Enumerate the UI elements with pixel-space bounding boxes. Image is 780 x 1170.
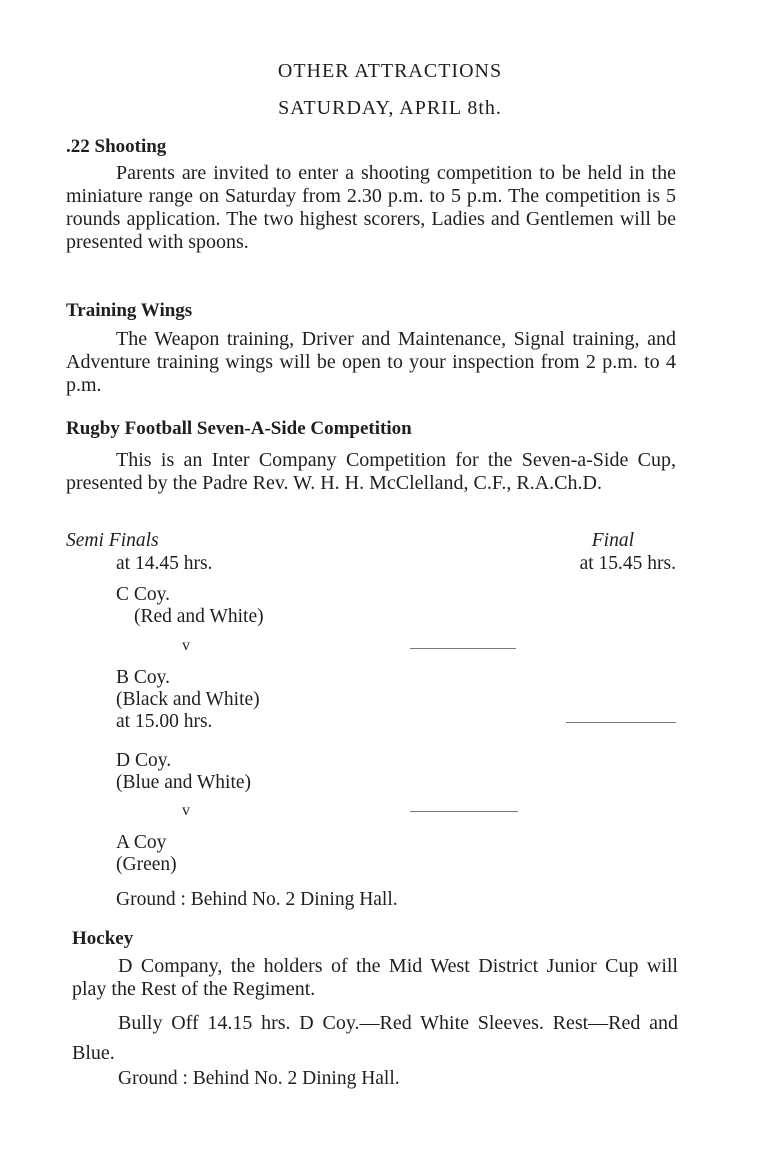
final-label: Final <box>591 530 634 551</box>
training-heading: Training Wings <box>66 300 193 321</box>
match1-versus: v <box>182 637 190 654</box>
shooting-paragraph: Parents are invited to enter a shooting competition to be held in the miniature range on Saturday from 2.30 p.m. to 5 p.m. The competition is 5 rounds application. The two highest scorers, Ladies and Gentlemen will be presented with spoons. <box>66 162 676 253</box>
hockey-paragraph: D Company, the holders of the Mid West District Junior Cup will play the Rest of the Regiment. <box>72 955 678 1000</box>
page-date: SATURDAY, APRIL 8th. <box>278 97 502 119</box>
final-time: at 15.45 hrs. <box>579 553 676 574</box>
match1-team-b-colours: (Black and White) <box>116 689 260 710</box>
training-paragraph: The Weapon training, Driver and Maintenance, Signal training, and Adventure training wings will be open to your inspection from 2 p.m. to 4 p.m. <box>66 328 676 396</box>
match1-team-a: C Coy. <box>116 584 170 605</box>
semi-finals-label: Semi Finals <box>66 530 159 551</box>
match2-versus: v <box>182 802 190 819</box>
second-semi-time: at 15.00 hrs. <box>116 711 213 732</box>
match2-team-b-colours: (Green) <box>116 854 177 875</box>
match1-team-a-colours: (Red and White) <box>134 606 264 627</box>
final-result-line <box>566 722 676 723</box>
hockey-heading: Hockey <box>72 928 134 949</box>
rugby-heading: Rugby Football Seven-A-Side Competition <box>66 418 412 439</box>
rugby-paragraph: This is an Inter Company Competition for the Seven-a-Side Cup, presented by the Padre Rev. W. H. H. McClelland, C.F., R.A.Ch.D. <box>66 449 676 494</box>
hockey-ground: Ground : Behind No. 2 Dining Hall. <box>118 1068 400 1089</box>
match1-team-b: B Coy. <box>116 667 170 688</box>
semi-finals-time: at 14.45 hrs. <box>116 553 213 574</box>
shooting-heading: .22 Shooting <box>66 136 167 157</box>
rugby-ground: Ground : Behind No. 2 Dining Hall. <box>116 889 398 910</box>
match2-team-a-colours: (Blue and White) <box>116 772 252 793</box>
match2-team-a: D Coy. <box>116 750 172 771</box>
match2-result-line <box>410 811 518 812</box>
match2-team-b: A Coy <box>116 832 167 853</box>
hockey-bully-off: Bully Off 14.15 hrs. D Coy.—Red White Sleeves. Rest—Red and Blue. <box>72 1012 678 1064</box>
page-title: OTHER ATTRACTIONS <box>277 60 503 82</box>
match1-result-line <box>410 648 516 649</box>
